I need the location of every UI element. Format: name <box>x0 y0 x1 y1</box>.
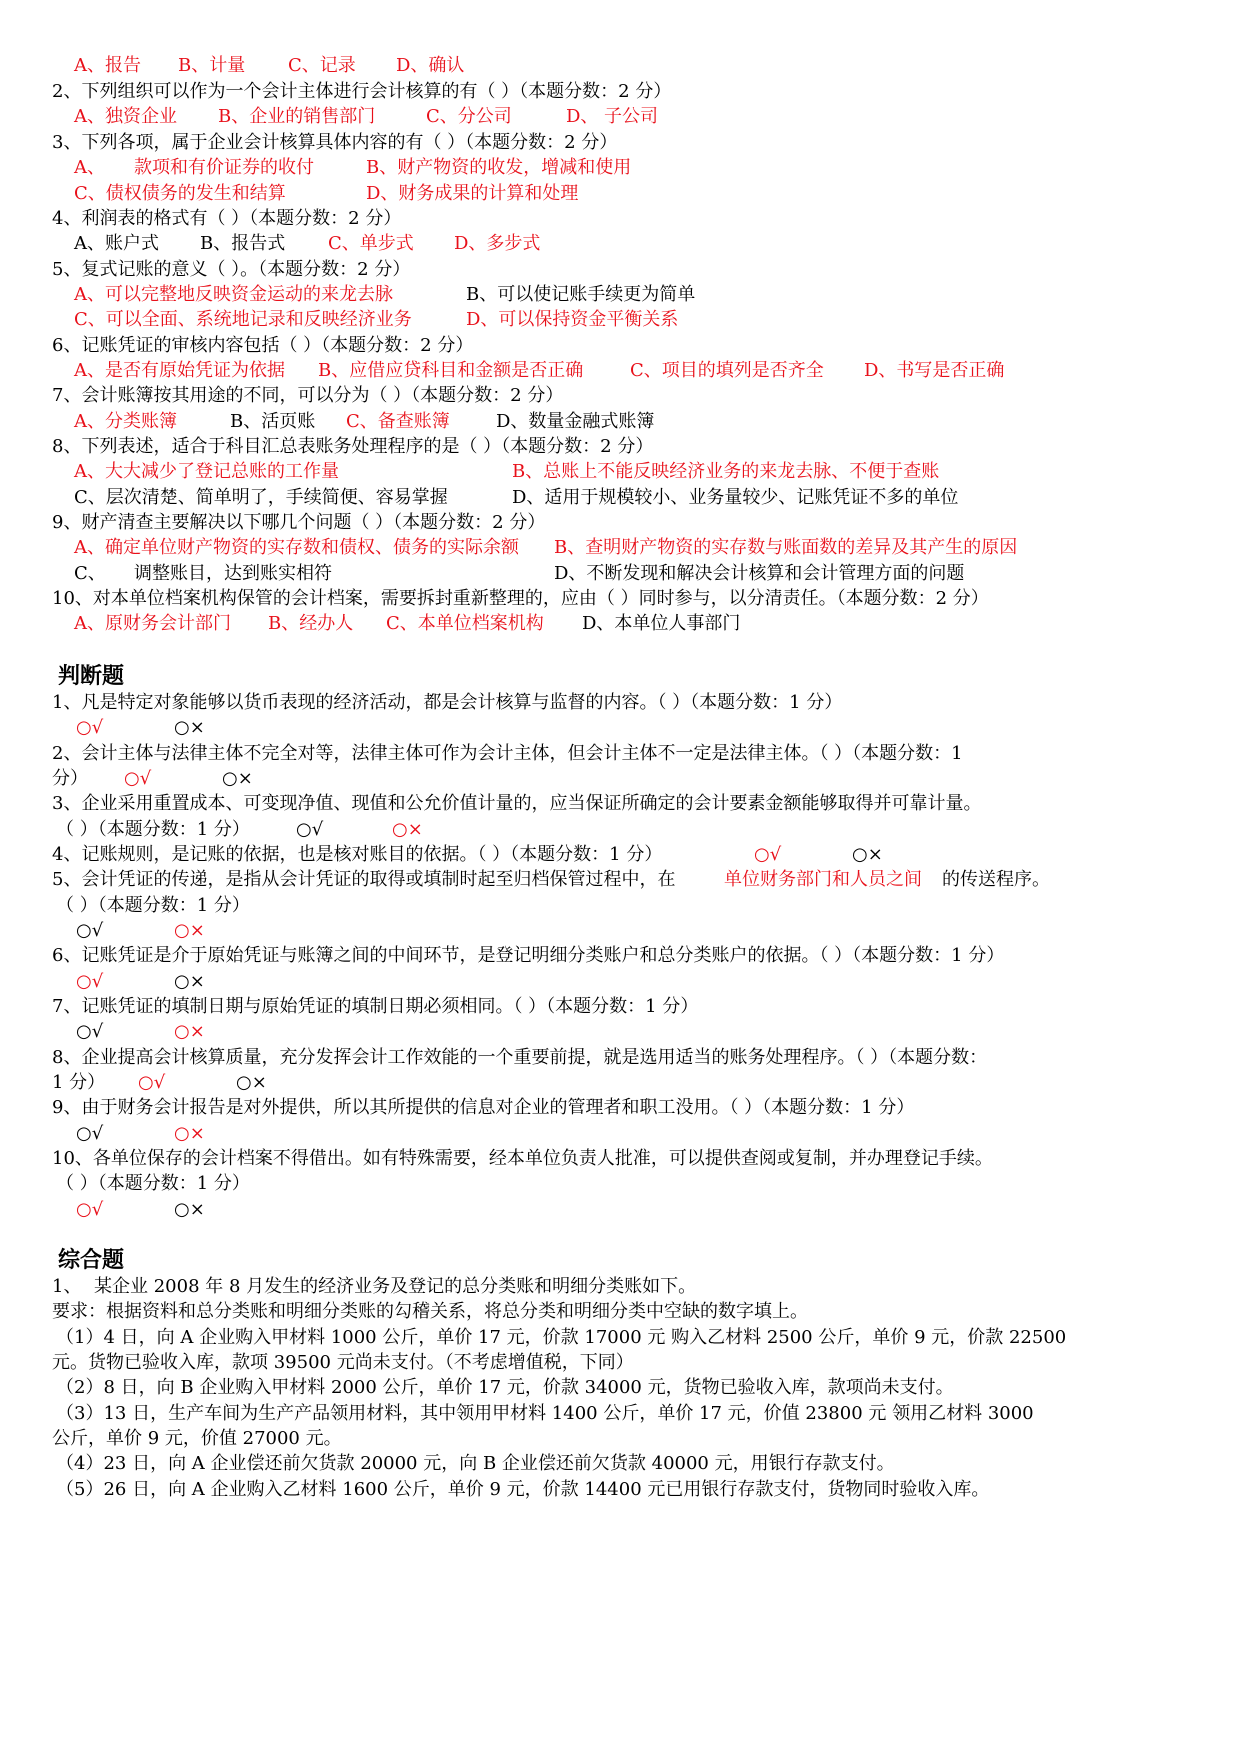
q9-options-ab <box>0 534 1018 562</box>
option-d: D、数量金融式账簿 <box>496 411 655 432</box>
item-text: 公斤，单价 9 元，价值 27000 元。 <box>52 1428 342 1449</box>
true-option: ○√ <box>76 717 104 738</box>
true-option: ○√ <box>76 971 104 992</box>
requirement-text: 要求：根据资料和总分类账和明细分类账的勾稽关系，将总分类和明细分类中空缺的数字填上。 <box>52 1301 808 1322</box>
question-text-tail: （ ）（本题分数：1 分） <box>56 819 250 840</box>
item-text: 元。货物已验收入库，款项 39500 元尚未支付。（不考虑增值税，下同） <box>52 1352 634 1373</box>
false-option: ○× <box>852 844 883 865</box>
option-b: B、活页账 <box>230 411 316 432</box>
true-option: ○√ <box>296 819 324 840</box>
judgment-5-options <box>0 917 205 945</box>
question-6 <box>0 332 474 360</box>
question-text: 9、财产清查主要解决以下哪几个问题（ ）（本题分数：2 分） <box>52 512 546 533</box>
judgment-9-options <box>0 1120 205 1148</box>
false-option: ○× <box>174 1123 205 1144</box>
option-d: D、适用于规模较小、业务量较少、记账凭证不多的单位 <box>512 487 959 508</box>
judgment-6 <box>0 942 1005 970</box>
option-a: A、独资企业 <box>74 106 177 127</box>
true-option: ○√ <box>76 1123 104 1144</box>
option-c: C、记录 <box>288 55 356 76</box>
true-option: ○√ <box>124 768 152 789</box>
judgment-7-options <box>0 1018 205 1046</box>
question-3 <box>0 129 618 157</box>
question-7 <box>0 382 564 410</box>
option-c: C、本单位档案机构 <box>386 613 544 634</box>
question-number: 1、 <box>52 1276 82 1297</box>
option-d: D、确认 <box>396 55 465 76</box>
question-9 <box>0 509 546 537</box>
option-d: D、书写是否正确 <box>864 360 1005 381</box>
judgment-5 <box>0 866 1050 894</box>
section-heading-comprehensive: 综合题 <box>58 1248 125 1273</box>
judgment-5-score <box>0 892 250 920</box>
question-text: 4、利润表的格式有（ ）（本题分数：2 分） <box>52 208 402 229</box>
q10-options <box>0 610 741 638</box>
judgment-2 <box>0 740 963 768</box>
option-c: C、债权债务的发生和结算 <box>74 183 286 204</box>
true-option: ○√ <box>754 844 782 865</box>
question-5 <box>0 256 411 284</box>
option-a: A、账户式 <box>74 233 159 254</box>
option-a: A、分类账簿 <box>74 411 177 432</box>
option-a: A、是否有原始凭证为依据 <box>74 360 285 381</box>
judgment-3-options <box>0 816 423 844</box>
question-text: 7、记账凭证的填制日期与原始凭证的填制日期必须相同。（ ）（本题分数：1 分） <box>52 996 699 1017</box>
q5-options-cd <box>0 306 679 334</box>
judgment-8-options <box>0 1069 267 1097</box>
option-a: A、报告 <box>74 55 141 76</box>
item-text: （5）26 日，向 A 企业购入乙材料 1600 公斤，单价 9 元，价款 14400 元已用银行存款支付，货物同时验收入库。 <box>56 1479 990 1500</box>
option-a: A、大大减少了登记总账的工作量 <box>74 461 339 482</box>
question-text: 3、企业采用重置成本、可变现净值、现值和公允价值计量的，应当保证所确定的会计要素金额能够取得并可靠计量。 <box>52 793 982 814</box>
judgment-8 <box>0 1044 988 1072</box>
comp-question-1 <box>0 1273 697 1301</box>
question-text: 7、会计账簿按其用途的不同，可以分为（ ）（本题分数：2 分） <box>52 385 564 406</box>
false-option: ○× <box>174 717 205 738</box>
option-a: 款项和有价证券的收付 <box>134 157 314 178</box>
q4-options <box>0 230 541 258</box>
q1-options <box>0 52 465 80</box>
item-text: （4）23 日，向 A 企业偿还前欠货款 20000 元，向 B 企业偿还前欠货款 40000 元，用银行存款支付。 <box>56 1453 895 1474</box>
q3-options-cd <box>0 180 579 208</box>
false-option: ○× <box>174 1021 205 1042</box>
q8-options-cd <box>0 484 959 512</box>
question-2 <box>0 78 672 106</box>
judgment-6-options <box>0 968 205 996</box>
question-text: 4、记账规则，是记账的依据，也是核对账目的依据。（ ）（本题分数：1 分） <box>52 844 663 865</box>
question-text-tail: （ ）（本题分数：1 分） <box>56 895 250 916</box>
q9-options-cd <box>0 560 965 588</box>
judgment-1-options <box>0 714 205 742</box>
option-b: B、应借应贷科目和金额是否正确 <box>318 360 584 381</box>
false-option: ○× <box>236 1072 267 1093</box>
option-d: D、 <box>566 106 599 127</box>
question-text: 2、下列组织可以作为一个会计主体进行会计核算的有（ ）（本题分数：2 分） <box>52 81 672 102</box>
comp-item-1-cont <box>0 1349 634 1377</box>
question-text-tail: （ ）（本题分数：1 分） <box>56 1173 250 1194</box>
item-text: （2）8 日，向 B 企业购入甲材料 2000 公斤，单价 17 元，价款 34000 元，货物已验收入库，款项尚未支付。 <box>56 1377 954 1398</box>
option-d: D、本单位人事部门 <box>582 613 741 634</box>
comp-item-2 <box>0 1374 954 1402</box>
question-text: 5、复式记账的意义（ ）。（本题分数：2 分） <box>52 259 411 280</box>
option-c-label: C、 <box>74 563 106 584</box>
option-c: C、可以全面、系统地记录和反映经济业务 <box>74 309 412 330</box>
highlighted-text: 单位财务部门和人员之间 <box>724 869 922 890</box>
option-c: C、项目的填列是否齐全 <box>630 360 824 381</box>
comp-requirement <box>0 1298 808 1326</box>
option-b: B、报告式 <box>200 233 286 254</box>
false-option: ○× <box>174 1199 205 1220</box>
option-a-label: A、 <box>74 157 105 178</box>
option-a: A、可以完整地反映资金运动的来龙去脉 <box>74 284 393 305</box>
option-c: C、单步式 <box>328 233 414 254</box>
question-4 <box>0 205 402 233</box>
judgment-4 <box>0 841 883 869</box>
option-d: D、可以保持资金平衡关系 <box>466 309 679 330</box>
comp-item-1 <box>0 1324 1067 1352</box>
question-text: 6、记账凭证是介于原始凭证与账簿之间的中间环节，是登记明细分类账户和总分类账户的依据。（ ）（本题分数：1 分） <box>52 945 1005 966</box>
question-text: 2、会计主体与法律主体不完全对等，法律主体可作为会计主体，但会计主体不一定是法律主体。（ ）（本题分数：1 <box>52 743 963 764</box>
option-b: B、可以使记账手续更为简单 <box>466 284 696 305</box>
option-d: D、不断发现和解决会计核算和会计管理方面的问题 <box>554 563 965 584</box>
true-option: ○√ <box>76 1199 104 1220</box>
option-a: A、原财务会计部门 <box>74 613 231 634</box>
q8-options-ab <box>0 458 940 486</box>
option-b: B、总账上不能反映经济业务的来龙去脉、不便于查账 <box>512 461 940 482</box>
question-text-end: 的传送程序。 <box>942 869 1050 890</box>
q5-options-ab <box>0 281 696 309</box>
judgment-10-options <box>0 1196 205 1224</box>
question-text: 10、各单位保存的会计档案不得借出。如有特殊需要，经本单位负责人批准，可以提供查阅或复制，并办理登记手续。 <box>52 1148 993 1169</box>
section-heading-judgment: 判断题 <box>58 664 125 689</box>
option-b: B、财产物资的收发，增减和使用 <box>366 157 632 178</box>
option-c: 调整账目，达到账实相符 <box>134 563 332 584</box>
comp-item-4 <box>0 1450 895 1478</box>
question-text: 8、企业提高会计核算质量，充分发挥会计工作效能的一个重要前提，就是选用适当的账务处理程序。（ ）（本题分数： <box>52 1047 988 1068</box>
true-option: ○√ <box>138 1072 166 1093</box>
judgment-10 <box>0 1145 993 1173</box>
question-text: 1、凡是特定对象能够以货币表现的经济活动，都是会计核算与监督的内容。（ ）（本题分数：1 分） <box>52 692 843 713</box>
option-b: B、查明财产物资的实存数与账面数的差异及其产生的原因 <box>554 537 1018 558</box>
question-text-tail: 分） <box>52 768 88 789</box>
q7-options <box>0 408 655 436</box>
question-text: 9、由于财务会计报告是对外提供，所以其所提供的信息对企业的管理者和职工没用。（ ）（本题分数：1 分） <box>52 1097 915 1118</box>
false-option: ○× <box>392 819 423 840</box>
judgment-7 <box>0 993 699 1021</box>
comp-item-3-cont <box>0 1425 342 1453</box>
option-a: A、确定单位财产物资的实存数和债权、债务的实际余额 <box>74 537 519 558</box>
option-b: B、企业的销售部门 <box>218 106 376 127</box>
question-text: 5、会计凭证的传递，是指从会计凭证的取得或填制时起至归档保管过程中，在 <box>52 869 676 890</box>
question-text: 8、下列表述，适合于科目汇总表账务处理程序的是（ ）（本题分数：2 分） <box>52 436 654 457</box>
option-d-text: 子公司 <box>604 106 658 127</box>
option-d: D、多步式 <box>454 233 541 254</box>
question-text: 3、下列各项，属于企业会计核算具体内容的有（ ）（本题分数：2 分） <box>52 132 618 153</box>
judgment-2-options <box>0 765 253 793</box>
option-d: D、财务成果的计算和处理 <box>366 183 579 204</box>
judgment-9 <box>0 1094 915 1122</box>
comp-item-3 <box>0 1400 1034 1428</box>
false-option: ○× <box>174 920 205 941</box>
q3-options-ab <box>0 154 632 182</box>
question-text: 某企业 2008 年 8 月发生的经济业务及登记的总分类账和明细分类账如下。 <box>94 1276 697 1297</box>
judgment-1 <box>0 689 843 717</box>
option-c: C、层次清楚、简单明了，手续简便、容易掌握 <box>74 487 448 508</box>
q2-options <box>0 103 658 131</box>
question-8 <box>0 433 654 461</box>
judgment-10-score <box>0 1170 250 1198</box>
q6-options <box>0 357 1005 385</box>
judgment-3 <box>0 790 982 818</box>
item-text: （1）4 日，向 A 企业购入甲材料 1000 公斤，单价 17 元，价款 17000 元 购入乙材料 2500 公斤，单价 9 元，价款 22500 <box>56 1327 1067 1348</box>
item-text: （3）13 日，生产车间为生产产品领用材料，其中领用甲材料 1400 公斤，单价 17 元，价值 23800 元 领用乙材料 3000 <box>56 1403 1034 1424</box>
option-c: C、备查账簿 <box>346 411 450 432</box>
false-option: ○× <box>222 768 253 789</box>
comp-item-5 <box>0 1476 990 1504</box>
question-text: 6、记账凭证的审核内容包括（ ）（本题分数：2 分） <box>52 335 474 356</box>
option-b: B、经办人 <box>268 613 354 634</box>
option-b: B、计量 <box>178 55 246 76</box>
false-option: ○× <box>174 971 205 992</box>
question-10 <box>0 585 989 613</box>
option-c: C、分公司 <box>426 106 512 127</box>
question-text-tail: 1 分） <box>52 1072 106 1093</box>
question-text: 10、对本单位档案机构保管的会计档案，需要拆封重新整理的，应由（ ）同时参与，以分清责任。（本题分数：2 分） <box>52 588 989 609</box>
true-option: ○√ <box>76 1021 104 1042</box>
true-option: ○√ <box>76 920 104 941</box>
